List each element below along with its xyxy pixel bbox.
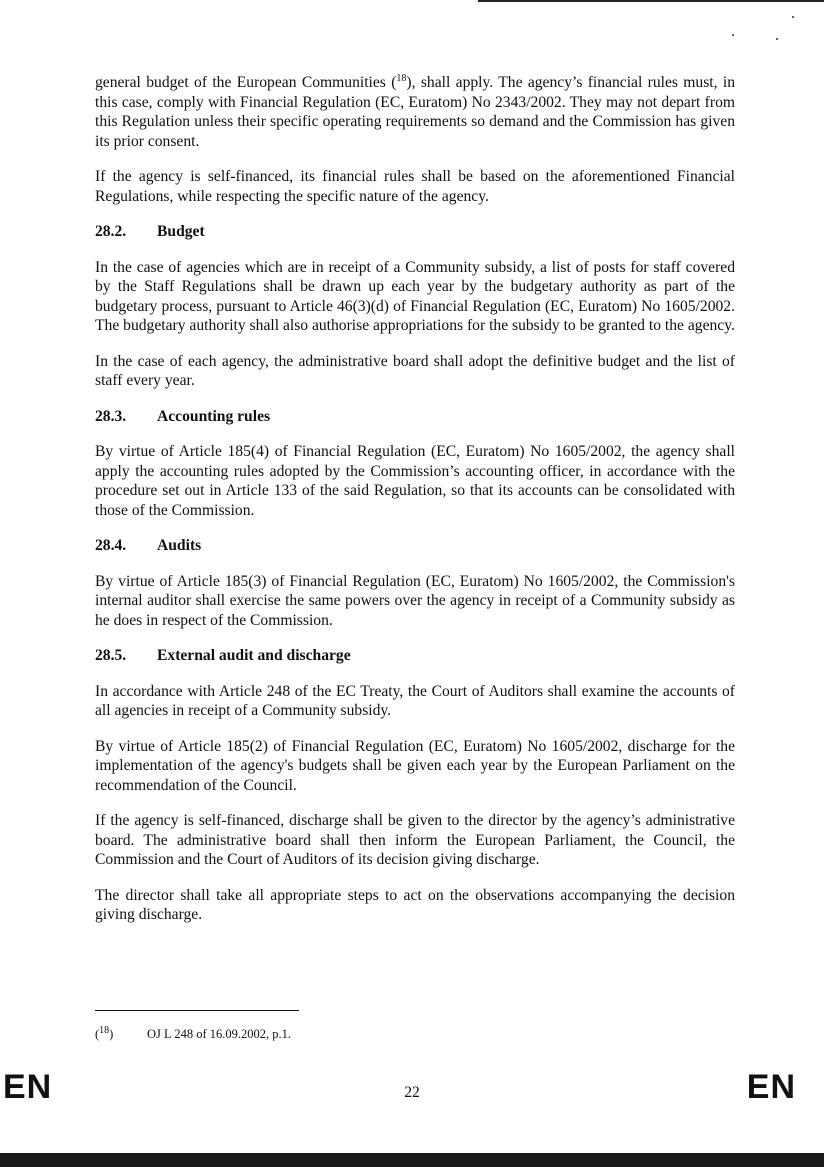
- scan-speck: [732, 34, 734, 36]
- language-code-right: EN: [746, 1068, 796, 1106]
- section-heading-external-audit: [95, 646, 735, 666]
- document-body: [95, 73, 735, 941]
- section-paragraph: By virtue of Article 185(2) of Financial Regulation (EC, Euratom) No 1605/2002, discharge for the implementation of the agency's budgets shall be given each year by the European Parliament on the recommendation of the Council.: [95, 737, 735, 794]
- section-heading-audits: [95, 536, 735, 556]
- section-number: 28.3.: [95, 407, 127, 425]
- footnote-separator: [95, 1010, 299, 1011]
- bottom-border-band: [0, 1153, 824, 1167]
- language-code-left: EN: [3, 1068, 53, 1106]
- footnote-marker: ($^{18}$): [95, 1024, 114, 1041]
- intro-paragraph-2: If the agency is self-financed, its financial rules shall be based on the aforementioned Financial Regulations, while respecting the specific nature of the agency.: [95, 168, 735, 205]
- section-title: Budget: [157, 223, 205, 240]
- scan-speck: [776, 38, 778, 40]
- footnote: [95, 1024, 291, 1042]
- section-number: 28.4.: [95, 537, 127, 554]
- section-heading-budget: [95, 222, 735, 242]
- section-number: 28.5.: [95, 647, 127, 664]
- top-border-rule: [478, 0, 824, 2]
- section-number: 28.2.: [95, 223, 127, 240]
- section-paragraph: By virtue of Article 185(3) of Financial Regulation (EC, Euratom) No 1605/2002, the Commission's internal auditor shall exercise the same powers over the agency in receipt of a Community subsidy as he does in respect of the Commission.: [95, 572, 735, 629]
- page-number: 22: [404, 1084, 420, 1101]
- scan-speck: [792, 16, 794, 18]
- section-paragraph: The director shall take all appropriate steps to act on the observations accompanying the decision giving discharge.: [95, 886, 735, 923]
- section-title: Audits: [157, 537, 202, 554]
- section-paragraph: By virtue of Article 185(4) of Financial Regulation (EC, Euratom) No 1605/2002, the agency shall apply the accounting rules adopted by the Commission’s accounting officer, in accordance with the procedure set out in Article 133 of the said Regulation, so that its accounts can be consolidated with those of the Commission.: [95, 443, 735, 519]
- intro-paragraph-1: general budget of the European Communities ($^{18}$), shall apply. The agency’s financial rules must, in this case, comply with Financial Regulation (EC, Euratom) No 2343/2002. They may not depart from this Regulation unless their specific operating requirements so demand and the Commission has given its prior consent.: [95, 72, 735, 150]
- section-paragraph: In accordance with Article 248 of the EC Treaty, the Court of Auditors shall examine the accounts of all agencies in receipt of a Community subsidy.: [95, 682, 735, 719]
- section-paragraph: If the agency is self-financed, discharge shall be given to the director by the agency’s administrative board. The administrative board shall then inform the European Parliament, the Council, the Commission and the Court of Auditors of its decision giving discharge.: [95, 812, 735, 868]
- section-title: Accounting rules: [157, 407, 271, 425]
- section-heading-accounting-rules: [95, 407, 735, 427]
- footnote-text: OJ L 248 of 16.09.2002, p.1.: [147, 1027, 291, 1041]
- section-paragraph: In the case of agencies which are in receipt of a Community subsidy, a list of posts for staff covered by the Staff Regulations shall be drawn up each year by the budgetary authority as part of the budgetary process, pursuant to Article 46(3)(d) of Financial Regulation (EC, Euratom) No 1605/2002. The budgetary authority shall also authorise appropriations for the subsidy to be granted to the agency.: [95, 258, 735, 334]
- section-title: External audit and discharge: [157, 647, 351, 664]
- section-paragraph: In the case of each agency, the administrative board shall adopt the definitive budget and the list of staff every year.: [95, 352, 735, 389]
- footnote-reference: 18: [396, 72, 407, 84]
